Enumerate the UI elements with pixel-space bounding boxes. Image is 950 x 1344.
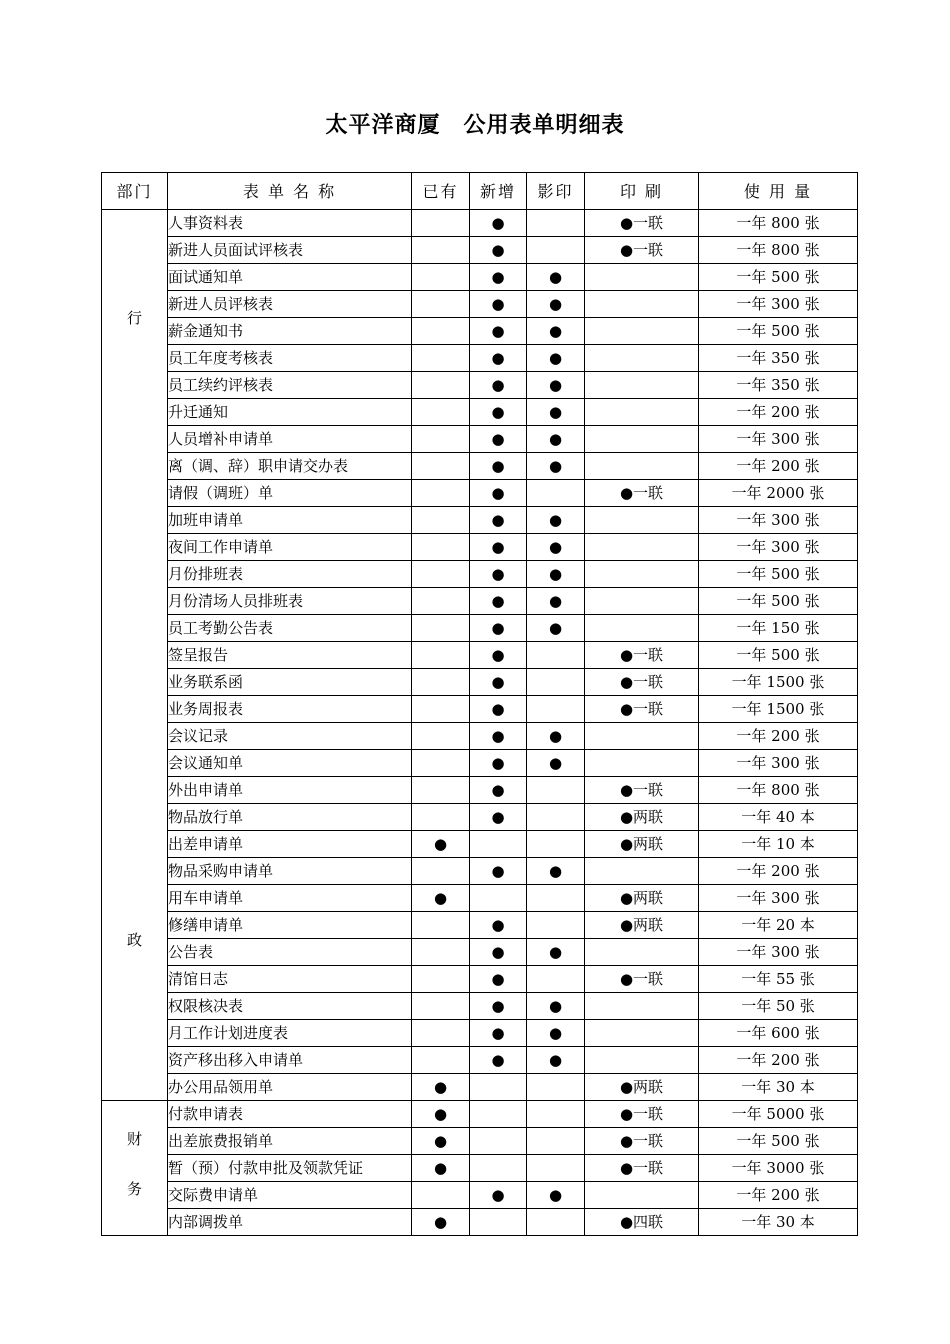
- usage-value: 一年 30 本: [699, 1074, 858, 1101]
- form-name: 离（调、辞）职申请交办表: [168, 453, 412, 480]
- print-mark: [585, 507, 699, 534]
- print-mark: ●一联: [585, 966, 699, 993]
- print-mark: ●两联: [585, 912, 699, 939]
- new-mark: ●: [470, 210, 527, 237]
- print-mark: [585, 399, 699, 426]
- new-mark: ●: [470, 642, 527, 669]
- table-row: [102, 588, 858, 615]
- form-name: 月份排班表: [168, 561, 412, 588]
- new-mark: ●: [470, 939, 527, 966]
- dept-label-admin-2: 政: [126, 931, 142, 949]
- usage-value: 一年 350 张: [699, 345, 858, 372]
- existing-mark: [412, 615, 470, 642]
- form-name: 月工作计划进度表: [168, 1020, 412, 1047]
- new-mark: [470, 1128, 527, 1155]
- existing-mark: [412, 1047, 470, 1074]
- new-mark: ●: [470, 453, 527, 480]
- existing-mark: [412, 1020, 470, 1047]
- copy-mark: ●: [527, 426, 585, 453]
- form-name: 外出申请单: [168, 777, 412, 804]
- existing-mark: [412, 858, 470, 885]
- existing-mark: [412, 399, 470, 426]
- print-mark: ●两联: [585, 885, 699, 912]
- existing-mark: ●: [412, 1074, 470, 1101]
- print-mark: [585, 858, 699, 885]
- form-name: 新进人员评核表: [168, 291, 412, 318]
- header-dept: 部门: [102, 173, 168, 210]
- form-name: 办公用品领用单: [168, 1074, 412, 1101]
- print-mark: ●两联: [585, 1074, 699, 1101]
- new-mark: ●: [470, 1047, 527, 1074]
- copy-mark: [527, 1074, 585, 1101]
- table-row: [102, 723, 858, 750]
- new-mark: ●: [470, 588, 527, 615]
- existing-mark: [412, 264, 470, 291]
- new-mark: ●: [470, 1020, 527, 1047]
- new-mark: ●: [470, 561, 527, 588]
- new-mark: ●: [470, 966, 527, 993]
- table-row: [102, 642, 858, 669]
- usage-value: 一年 800 张: [699, 237, 858, 264]
- print-mark: [585, 372, 699, 399]
- existing-mark: ●: [412, 1101, 470, 1128]
- copy-mark: ●: [527, 723, 585, 750]
- existing-mark: [412, 426, 470, 453]
- table-row: [102, 291, 858, 318]
- print-mark: [585, 453, 699, 480]
- table-row: [102, 750, 858, 777]
- copy-mark: [527, 1128, 585, 1155]
- copy-mark: ●: [527, 750, 585, 777]
- table-row: [102, 561, 858, 588]
- existing-mark: [412, 507, 470, 534]
- new-mark: [470, 1101, 527, 1128]
- table-row: [102, 1209, 858, 1236]
- new-mark: ●: [470, 372, 527, 399]
- copy-mark: ●: [527, 264, 585, 291]
- print-mark: [585, 534, 699, 561]
- table-row: [102, 939, 858, 966]
- copy-mark: [527, 696, 585, 723]
- existing-mark: ●: [412, 885, 470, 912]
- existing-mark: [412, 210, 470, 237]
- table-row: [102, 426, 858, 453]
- header-print: 印 刷: [585, 173, 699, 210]
- copy-mark: ●: [527, 588, 585, 615]
- table-row: [102, 1074, 858, 1101]
- new-mark: ●: [470, 1182, 527, 1209]
- table-row: [102, 507, 858, 534]
- copy-mark: [527, 885, 585, 912]
- header-row: [102, 173, 858, 210]
- usage-value: 一年 5000 张: [699, 1101, 858, 1128]
- usage-value: 一年 800 张: [699, 777, 858, 804]
- table-row: [102, 831, 858, 858]
- usage-value: 一年 500 张: [699, 588, 858, 615]
- form-name: 月份清场人员排班表: [168, 588, 412, 615]
- form-name: 夜间工作申请单: [168, 534, 412, 561]
- copy-mark: ●: [527, 1047, 585, 1074]
- usage-value: 一年 200 张: [699, 1047, 858, 1074]
- usage-value: 一年 30 本: [699, 1209, 858, 1236]
- form-name: 面试通知单: [168, 264, 412, 291]
- table-row: [102, 966, 858, 993]
- form-name: 清馆日志: [168, 966, 412, 993]
- existing-mark: [412, 966, 470, 993]
- form-name: 物品放行单: [168, 804, 412, 831]
- table-row: [102, 210, 858, 237]
- print-mark: ●一联: [585, 1128, 699, 1155]
- copy-mark: [527, 966, 585, 993]
- form-name: 签呈报告: [168, 642, 412, 669]
- copy-mark: [527, 1209, 585, 1236]
- table-row: [102, 372, 858, 399]
- print-mark: [585, 993, 699, 1020]
- print-mark: [585, 939, 699, 966]
- table-row: [102, 345, 858, 372]
- existing-mark: [412, 588, 470, 615]
- form-name: 升迁通知: [168, 399, 412, 426]
- copy-mark: ●: [527, 399, 585, 426]
- forms-table: [101, 172, 858, 1236]
- copy-mark: [527, 237, 585, 264]
- copy-mark: ●: [527, 993, 585, 1020]
- table-row: [102, 696, 858, 723]
- form-name: 资产移出移入申请单: [168, 1047, 412, 1074]
- copy-mark: [527, 669, 585, 696]
- existing-mark: [412, 237, 470, 264]
- existing-mark: [412, 669, 470, 696]
- existing-mark: [412, 804, 470, 831]
- print-mark: [585, 426, 699, 453]
- form-name: 员工年度考核表: [168, 345, 412, 372]
- usage-value: 一年 600 张: [699, 1020, 858, 1047]
- form-name: 暂（预）付款申批及领款凭证: [168, 1155, 412, 1182]
- new-mark: [470, 1209, 527, 1236]
- usage-value: 一年 150 张: [699, 615, 858, 642]
- header-name: 表 单 名 称: [168, 173, 412, 210]
- print-mark: [585, 318, 699, 345]
- existing-mark: ●: [412, 1209, 470, 1236]
- usage-value: 一年 300 张: [699, 885, 858, 912]
- usage-value: 一年 350 张: [699, 372, 858, 399]
- print-mark: ●一联: [585, 480, 699, 507]
- existing-mark: [412, 912, 470, 939]
- new-mark: ●: [470, 534, 527, 561]
- form-name: 出差申请单: [168, 831, 412, 858]
- table-row: [102, 534, 858, 561]
- usage-value: 一年 2000 张: [699, 480, 858, 507]
- new-mark: [470, 831, 527, 858]
- existing-mark: [412, 561, 470, 588]
- table-row: [102, 615, 858, 642]
- new-mark: ●: [470, 912, 527, 939]
- print-mark: [585, 561, 699, 588]
- table-row: [102, 912, 858, 939]
- usage-value: 一年 500 张: [699, 264, 858, 291]
- new-mark: ●: [470, 777, 527, 804]
- new-mark: [470, 1155, 527, 1182]
- copy-mark: ●: [527, 858, 585, 885]
- copy-mark: ●: [527, 291, 585, 318]
- new-mark: [470, 885, 527, 912]
- print-mark: ●一联: [585, 1155, 699, 1182]
- usage-value: 一年 200 张: [699, 858, 858, 885]
- table-row: [102, 480, 858, 507]
- dept-cell-finance: [102, 1101, 168, 1236]
- copy-mark: [527, 210, 585, 237]
- form-name: 员工考勤公告表: [168, 615, 412, 642]
- new-mark: ●: [470, 264, 527, 291]
- copy-mark: ●: [527, 939, 585, 966]
- header-usage: 使 用 量: [699, 173, 858, 210]
- print-mark: [585, 1182, 699, 1209]
- print-mark: ●两联: [585, 804, 699, 831]
- usage-value: 一年 200 张: [699, 723, 858, 750]
- copy-mark: ●: [527, 372, 585, 399]
- table-row: [102, 993, 858, 1020]
- copy-mark: [527, 831, 585, 858]
- print-mark: [585, 264, 699, 291]
- form-name: 付款申请表: [168, 1101, 412, 1128]
- table-row: [102, 399, 858, 426]
- form-name: 物品采购申请单: [168, 858, 412, 885]
- form-name: 会议记录: [168, 723, 412, 750]
- table-row: [102, 318, 858, 345]
- existing-mark: [412, 696, 470, 723]
- copy-mark: [527, 912, 585, 939]
- copy-mark: [527, 642, 585, 669]
- usage-value: 一年 3000 张: [699, 1155, 858, 1182]
- new-mark: ●: [470, 507, 527, 534]
- form-name: 修缮申请单: [168, 912, 412, 939]
- usage-value: 一年 800 张: [699, 210, 858, 237]
- table-row: [102, 777, 858, 804]
- form-name: 员工续约评核表: [168, 372, 412, 399]
- form-name: 出差旅费报销单: [168, 1128, 412, 1155]
- print-mark: ●一联: [585, 696, 699, 723]
- usage-value: 一年 500 张: [699, 318, 858, 345]
- usage-value: 一年 1500 张: [699, 669, 858, 696]
- print-mark: ●一联: [585, 642, 699, 669]
- copy-mark: ●: [527, 561, 585, 588]
- dept-label-finance-1: 财: [126, 1130, 142, 1148]
- usage-value: 一年 300 张: [699, 750, 858, 777]
- print-mark: ●一联: [585, 237, 699, 264]
- print-mark: ●一联: [585, 210, 699, 237]
- form-name: 权限核决表: [168, 993, 412, 1020]
- usage-value: 一年 50 张: [699, 993, 858, 1020]
- header-copy: 影印: [527, 173, 585, 210]
- existing-mark: [412, 939, 470, 966]
- copy-mark: ●: [527, 1020, 585, 1047]
- new-mark: ●: [470, 318, 527, 345]
- usage-value: 一年 1500 张: [699, 696, 858, 723]
- copy-mark: ●: [527, 345, 585, 372]
- print-mark: [585, 750, 699, 777]
- usage-value: 一年 300 张: [699, 426, 858, 453]
- print-mark: ●一联: [585, 777, 699, 804]
- print-mark: ●一联: [585, 669, 699, 696]
- print-mark: ●两联: [585, 831, 699, 858]
- table-row: [102, 237, 858, 264]
- usage-value: 一年 500 张: [699, 1128, 858, 1155]
- existing-mark: [412, 993, 470, 1020]
- new-mark: ●: [470, 291, 527, 318]
- copy-mark: [527, 1155, 585, 1182]
- usage-value: 一年 200 张: [699, 453, 858, 480]
- existing-mark: [412, 291, 470, 318]
- print-mark: [585, 1020, 699, 1047]
- form-name: 人事资料表: [168, 210, 412, 237]
- form-name: 公告表: [168, 939, 412, 966]
- copy-mark: ●: [527, 453, 585, 480]
- table-row: [102, 669, 858, 696]
- usage-value: 一年 55 张: [699, 966, 858, 993]
- dept-cell-admin: [102, 210, 168, 1101]
- usage-value: 一年 10 本: [699, 831, 858, 858]
- print-mark: [585, 615, 699, 642]
- form-name: 交际费申请单: [168, 1182, 412, 1209]
- print-mark: [585, 588, 699, 615]
- new-mark: ●: [470, 669, 527, 696]
- table-row: [102, 1182, 858, 1209]
- copy-mark: ●: [527, 318, 585, 345]
- header-existing: 已有: [412, 173, 470, 210]
- form-name: 人员增补申请单: [168, 426, 412, 453]
- usage-value: 一年 300 张: [699, 939, 858, 966]
- table-row: [102, 1101, 858, 1128]
- form-name: 加班申请单: [168, 507, 412, 534]
- usage-value: 一年 300 张: [699, 534, 858, 561]
- new-mark: [470, 1074, 527, 1101]
- copy-mark: ●: [527, 615, 585, 642]
- existing-mark: [412, 372, 470, 399]
- existing-mark: [412, 453, 470, 480]
- usage-value: 一年 500 张: [699, 561, 858, 588]
- existing-mark: [412, 723, 470, 750]
- copy-mark: [527, 480, 585, 507]
- copy-mark: ●: [527, 534, 585, 561]
- print-mark: [585, 291, 699, 318]
- table-row: [102, 804, 858, 831]
- existing-mark: [412, 1182, 470, 1209]
- table-row: [102, 1128, 858, 1155]
- new-mark: ●: [470, 399, 527, 426]
- form-name: 新进人员面试评核表: [168, 237, 412, 264]
- existing-mark: [412, 642, 470, 669]
- existing-mark: ●: [412, 1128, 470, 1155]
- table-body: [102, 210, 858, 1236]
- page-title: 太平洋商厦 公用表单明细表: [325, 112, 625, 138]
- existing-mark: ●: [412, 1155, 470, 1182]
- new-mark: ●: [470, 804, 527, 831]
- usage-value: 一年 200 张: [699, 1182, 858, 1209]
- existing-mark: [412, 345, 470, 372]
- table-row: [102, 858, 858, 885]
- print-mark: [585, 1047, 699, 1074]
- copy-mark: [527, 804, 585, 831]
- copy-mark: ●: [527, 1182, 585, 1209]
- new-mark: ●: [470, 345, 527, 372]
- table-row: [102, 1155, 858, 1182]
- copy-mark: [527, 777, 585, 804]
- form-name: 业务联系函: [168, 669, 412, 696]
- usage-value: 一年 300 张: [699, 291, 858, 318]
- table-row: [102, 1020, 858, 1047]
- usage-value: 一年 40 本: [699, 804, 858, 831]
- form-name: 薪金通知书: [168, 318, 412, 345]
- copy-mark: [527, 1101, 585, 1128]
- existing-mark: [412, 750, 470, 777]
- print-mark: ●四联: [585, 1209, 699, 1236]
- existing-mark: ●: [412, 831, 470, 858]
- form-name: 会议通知单: [168, 750, 412, 777]
- new-mark: ●: [470, 750, 527, 777]
- table-row: [102, 1047, 858, 1074]
- new-mark: ●: [470, 237, 527, 264]
- new-mark: ●: [470, 480, 527, 507]
- header-new: 新增: [470, 173, 527, 210]
- usage-value: 一年 500 张: [699, 642, 858, 669]
- print-mark: ●一联: [585, 1101, 699, 1128]
- form-name: 内部调拨单: [168, 1209, 412, 1236]
- new-mark: ●: [470, 858, 527, 885]
- new-mark: ●: [470, 993, 527, 1020]
- existing-mark: [412, 480, 470, 507]
- new-mark: ●: [470, 615, 527, 642]
- form-name: 业务周报表: [168, 696, 412, 723]
- dept-label-finance-2: 务: [126, 1180, 142, 1198]
- table-row: [102, 264, 858, 291]
- existing-mark: [412, 534, 470, 561]
- dept-label-admin-1: 行: [126, 309, 142, 327]
- existing-mark: [412, 777, 470, 804]
- usage-value: 一年 200 张: [699, 399, 858, 426]
- new-mark: ●: [470, 696, 527, 723]
- usage-value: 一年 20 本: [699, 912, 858, 939]
- print-mark: [585, 723, 699, 750]
- form-name: 用车申请单: [168, 885, 412, 912]
- table-row: [102, 453, 858, 480]
- print-mark: [585, 345, 699, 372]
- form-name: 请假（调班）单: [168, 480, 412, 507]
- existing-mark: [412, 318, 470, 345]
- new-mark: ●: [470, 723, 527, 750]
- new-mark: ●: [470, 426, 527, 453]
- usage-value: 一年 300 张: [699, 507, 858, 534]
- copy-mark: ●: [527, 507, 585, 534]
- table-row: [102, 885, 858, 912]
